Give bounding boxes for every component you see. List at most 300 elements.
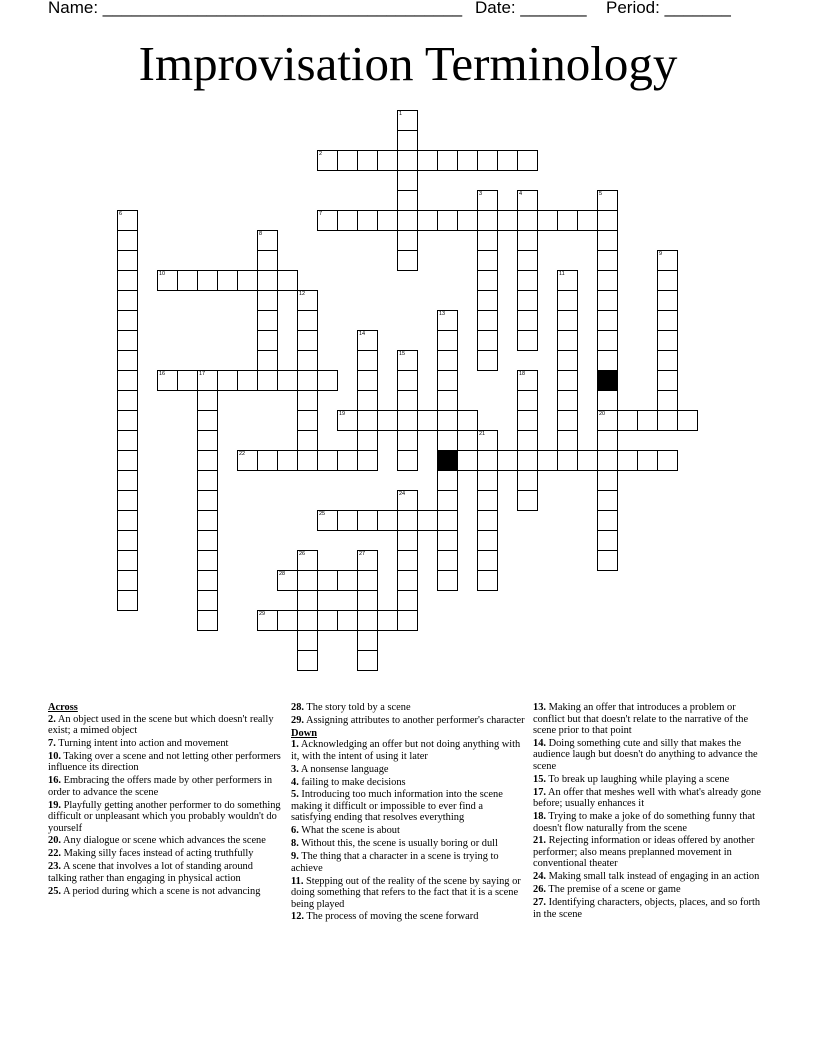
grid-cell[interactable] xyxy=(297,610,318,631)
clue-number: 5 xyxy=(599,191,603,197)
grid-cell[interactable] xyxy=(377,150,398,171)
grid-cell[interactable] xyxy=(357,350,378,371)
grid-cell[interactable] xyxy=(397,150,418,171)
grid-cell[interactable] xyxy=(397,370,418,391)
grid-cell[interactable] xyxy=(117,530,138,551)
grid-cell[interactable] xyxy=(477,270,498,291)
grid-cell[interactable] xyxy=(197,370,218,391)
grid-cell[interactable] xyxy=(357,390,378,411)
grid-cell[interactable] xyxy=(517,210,538,231)
grid-cell[interactable] xyxy=(477,190,498,211)
grid-cell[interactable] xyxy=(437,410,458,431)
grid-cell[interactable] xyxy=(357,410,378,431)
clue-number-label: 22. xyxy=(48,848,61,860)
grid-cell[interactable] xyxy=(377,610,398,631)
clue-number: 13 xyxy=(439,311,446,317)
grid-cell[interactable] xyxy=(477,470,498,491)
clue-number-label: 16. xyxy=(48,775,61,787)
grid-cell[interactable] xyxy=(337,210,358,231)
grid-cell[interactable] xyxy=(477,450,498,471)
grid-cell[interactable] xyxy=(517,470,538,491)
clue-item xyxy=(48,835,282,847)
grid-cell[interactable] xyxy=(557,430,578,451)
grid-cell[interactable] xyxy=(437,550,458,571)
grid-cell[interactable] xyxy=(337,450,358,471)
grid-cell[interactable] xyxy=(297,650,318,671)
grid-cell[interactable] xyxy=(297,390,318,411)
grid-cell[interactable] xyxy=(657,450,678,471)
grid-cell[interactable] xyxy=(557,210,578,231)
grid-cell[interactable] xyxy=(457,450,478,471)
date-field[interactable]: Date: _______ xyxy=(475,0,587,17)
grid-cell[interactable] xyxy=(617,410,638,431)
grid-cell[interactable] xyxy=(357,150,378,171)
grid-cell[interactable] xyxy=(597,310,618,331)
clue-number: 14 xyxy=(359,331,366,337)
grid-cell[interactable] xyxy=(317,210,338,231)
grid-cell[interactable] xyxy=(457,150,478,171)
clue-item xyxy=(48,738,282,750)
grid-cell[interactable] xyxy=(397,530,418,551)
grid-cell[interactable] xyxy=(537,450,558,471)
grid-cell[interactable] xyxy=(397,190,418,211)
grid-cell[interactable] xyxy=(397,510,418,531)
clue-item xyxy=(48,861,282,884)
grid-cell[interactable] xyxy=(597,270,618,291)
clue-number-label: 27. xyxy=(533,897,546,909)
grid-cell[interactable] xyxy=(197,450,218,471)
grid-cell[interactable] xyxy=(657,290,678,311)
grid-cell[interactable] xyxy=(257,290,278,311)
grid-cell[interactable] xyxy=(397,410,418,431)
grid-cell[interactable] xyxy=(357,550,378,571)
grid-cell[interactable] xyxy=(117,570,138,591)
grid-cell[interactable] xyxy=(257,330,278,351)
grid-cell[interactable] xyxy=(337,410,358,431)
clue-text: Without this, the scene is usually boring or dull xyxy=(301,838,498,850)
grid-cell[interactable] xyxy=(117,370,138,391)
grid-cell[interactable] xyxy=(237,270,258,291)
grid-cell[interactable] xyxy=(397,550,418,571)
grid-cell[interactable] xyxy=(437,530,458,551)
grid-cell[interactable] xyxy=(597,510,618,531)
grid-cell[interactable] xyxy=(117,410,138,431)
clue-item xyxy=(48,775,282,798)
period-field[interactable]: Period: _______ xyxy=(606,0,731,17)
grid-cell[interactable] xyxy=(157,270,178,291)
grid-cell[interactable] xyxy=(117,450,138,471)
grid-cell[interactable] xyxy=(357,210,378,231)
grid-cell[interactable] xyxy=(517,290,538,311)
clue-number: 11 xyxy=(559,271,565,277)
grid-cell[interactable] xyxy=(517,230,538,251)
grid-cell[interactable] xyxy=(517,310,538,331)
grid-cell[interactable] xyxy=(297,550,318,571)
grid-cell[interactable] xyxy=(597,230,618,251)
clue-text: Making an offer that introduces a problem or conflict but that doesn't relate to the narrative of the scene prior to that point xyxy=(533,702,749,736)
grid-cell[interactable] xyxy=(597,550,618,571)
grid-cell[interactable] xyxy=(117,490,138,511)
grid-cell[interactable] xyxy=(557,270,578,291)
grid-cell[interactable] xyxy=(497,450,518,471)
grid-cell[interactable] xyxy=(317,150,338,171)
grid-cell[interactable] xyxy=(117,290,138,311)
grid-cell[interactable] xyxy=(117,550,138,571)
grid-cell[interactable] xyxy=(357,610,378,631)
clue-item xyxy=(291,838,525,850)
grid-cell[interactable] xyxy=(417,150,438,171)
clue-number: 16 xyxy=(159,371,166,377)
grid-cell[interactable] xyxy=(277,610,298,631)
clues-column-2 xyxy=(291,702,525,924)
grid-cell[interactable] xyxy=(117,350,138,371)
grid-cell[interactable] xyxy=(517,190,538,211)
clue-number-label: 5. xyxy=(291,789,299,801)
clue-item xyxy=(291,851,525,874)
grid-cell[interactable] xyxy=(297,310,318,331)
grid-cell[interactable] xyxy=(117,470,138,491)
clue-number-label: 21. xyxy=(533,835,546,847)
grid-cell[interactable] xyxy=(597,210,618,231)
clue-number: 8 xyxy=(259,231,263,237)
clue-number: 4 xyxy=(519,191,523,197)
grid-cell[interactable] xyxy=(657,390,678,411)
grid-cell[interactable] xyxy=(657,330,678,351)
grid-cell[interactable] xyxy=(377,410,398,431)
grid-cell[interactable] xyxy=(357,510,378,531)
grid-cell[interactable] xyxy=(477,510,498,531)
grid-cell[interactable] xyxy=(657,250,678,271)
grid-cell[interactable] xyxy=(317,370,338,391)
grid-cell[interactable] xyxy=(317,610,338,631)
grid-cell[interactable] xyxy=(437,150,458,171)
grid-cell[interactable] xyxy=(337,570,358,591)
grid-cell[interactable] xyxy=(357,450,378,471)
grid-cell[interactable] xyxy=(597,290,618,311)
grid-cell[interactable] xyxy=(557,330,578,351)
grid-cell[interactable] xyxy=(517,390,538,411)
clue-number-label: 28. xyxy=(291,702,304,713)
grid-cell[interactable] xyxy=(397,610,418,631)
clue-number: 27 xyxy=(359,551,366,557)
grid-cell[interactable] xyxy=(357,570,378,591)
clue-item xyxy=(48,751,282,774)
grid-cell[interactable] xyxy=(597,530,618,551)
name-field[interactable]: Name: ______________________________________ xyxy=(48,0,463,17)
grid-cell[interactable] xyxy=(197,570,218,591)
grid-cell[interactable] xyxy=(277,270,298,291)
grid-cell[interactable] xyxy=(477,550,498,571)
clue-text: Acknowledging an offer but not doing anything with it, with the intent of using it later xyxy=(291,739,521,762)
clue-text: Introducing too much information into the scene making it difficult or impossible to ever find a satisfying ending that resolves everything xyxy=(291,789,503,824)
grid-cell[interactable] xyxy=(217,370,238,391)
grid-cell[interactable] xyxy=(337,610,358,631)
grid-cell[interactable] xyxy=(597,470,618,491)
clue-number-label: 14. xyxy=(533,737,546,749)
clue-text: Turning intent into action and movement xyxy=(58,737,229,749)
grid-cell[interactable] xyxy=(517,370,538,391)
clue-item xyxy=(291,715,525,727)
grid-cell[interactable] xyxy=(637,410,658,431)
grid-cell[interactable] xyxy=(297,590,318,611)
grid-cell[interactable] xyxy=(557,310,578,331)
grid-cell[interactable] xyxy=(557,350,578,371)
grid-cell[interactable] xyxy=(497,150,518,171)
grid-cell[interactable] xyxy=(257,450,278,471)
grid-cell[interactable] xyxy=(517,430,538,451)
grid-cell[interactable] xyxy=(517,270,538,291)
grid-cell[interactable] xyxy=(437,370,458,391)
grid-cell[interactable] xyxy=(417,210,438,231)
clue-text: Making silly faces instead of acting truthfully xyxy=(63,848,254,860)
clue-text: Taking over a scene and not letting other performers influence its direction xyxy=(48,750,281,774)
grid-cell[interactable] xyxy=(397,130,418,151)
clue-text: A nonsense language xyxy=(300,763,389,775)
grid-cell[interactable] xyxy=(317,570,338,591)
grid-cell[interactable] xyxy=(657,310,678,331)
clue-number-label: 9. xyxy=(291,851,299,863)
grid-cell[interactable] xyxy=(197,430,218,451)
grid-cell[interactable] xyxy=(117,590,138,611)
grid-cell[interactable] xyxy=(237,450,258,471)
grid-cell[interactable] xyxy=(677,410,698,431)
grid-cell[interactable] xyxy=(357,650,378,671)
grid-cell[interactable] xyxy=(557,450,578,471)
grid-cell[interactable] xyxy=(297,350,318,371)
grid-cell[interactable] xyxy=(357,330,378,351)
grid-cell[interactable] xyxy=(157,370,178,391)
grid-cell[interactable] xyxy=(537,210,558,231)
grid-cell[interactable] xyxy=(337,150,358,171)
grid-cell[interactable] xyxy=(357,590,378,611)
clue-item xyxy=(291,739,525,762)
grid-cell[interactable] xyxy=(597,430,618,451)
grid-cell[interactable] xyxy=(657,370,678,391)
grid-cell[interactable] xyxy=(257,610,278,631)
grid-cell[interactable] xyxy=(517,250,538,271)
black-cell xyxy=(597,370,618,391)
grid-cell[interactable] xyxy=(297,630,318,651)
grid-cell[interactable] xyxy=(657,270,678,291)
grid-cell[interactable] xyxy=(437,570,458,591)
across-clue-list-continued xyxy=(291,702,525,726)
grid-cell[interactable] xyxy=(437,390,458,411)
grid-cell[interactable] xyxy=(117,270,138,291)
grid-cell[interactable] xyxy=(277,570,298,591)
grid-cell[interactable] xyxy=(477,430,498,451)
grid-cell[interactable] xyxy=(117,510,138,531)
grid-cell[interactable] xyxy=(477,210,498,231)
grid-cell[interactable] xyxy=(177,370,198,391)
grid-cell[interactable] xyxy=(417,410,438,431)
grid-cell[interactable] xyxy=(437,330,458,351)
down-clue-list xyxy=(291,739,525,923)
grid-cell[interactable] xyxy=(477,230,498,251)
grid-cell[interactable] xyxy=(437,510,458,531)
grid-cell[interactable] xyxy=(357,630,378,651)
grid-cell[interactable] xyxy=(117,430,138,451)
grid-cell[interactable] xyxy=(637,450,658,471)
grid-cell[interactable] xyxy=(117,390,138,411)
grid-cell[interactable] xyxy=(257,310,278,331)
grid-cell[interactable] xyxy=(197,470,218,491)
grid-cell[interactable] xyxy=(357,430,378,451)
grid-cell[interactable] xyxy=(197,590,218,611)
grid-cell[interactable] xyxy=(197,530,218,551)
clue-item xyxy=(533,871,767,883)
grid-cell[interactable] xyxy=(117,310,138,331)
grid-cell[interactable] xyxy=(397,350,418,371)
grid-cell[interactable] xyxy=(277,370,298,391)
grid-cell[interactable] xyxy=(597,350,618,371)
grid-cell[interactable] xyxy=(297,410,318,431)
grid-cell[interactable] xyxy=(117,330,138,351)
grid-cell[interactable] xyxy=(557,390,578,411)
grid-cell[interactable] xyxy=(277,450,298,471)
grid-cell[interactable] xyxy=(577,450,598,471)
grid-cell[interactable] xyxy=(557,410,578,431)
clue-item xyxy=(533,811,767,834)
grid-cell[interactable] xyxy=(477,490,498,511)
grid-cell[interactable] xyxy=(377,210,398,231)
grid-cell[interactable] xyxy=(477,350,498,371)
grid-cell[interactable] xyxy=(197,390,218,411)
grid-cell[interactable] xyxy=(517,150,538,171)
grid-cell[interactable] xyxy=(357,370,378,391)
grid-cell[interactable] xyxy=(517,450,538,471)
grid-cell[interactable] xyxy=(557,370,578,391)
grid-cell[interactable] xyxy=(257,270,278,291)
clue-number: 22 xyxy=(239,451,246,457)
grid-cell[interactable] xyxy=(257,350,278,371)
grid-cell[interactable] xyxy=(257,370,278,391)
grid-cell[interactable] xyxy=(317,510,338,531)
grid-cell[interactable] xyxy=(197,610,218,631)
grid-cell[interactable] xyxy=(377,510,398,531)
clue-number: 9 xyxy=(659,251,663,257)
grid-cell[interactable] xyxy=(477,250,498,271)
grid-cell[interactable] xyxy=(577,210,598,231)
grid-cell[interactable] xyxy=(597,450,618,471)
grid-cell[interactable] xyxy=(317,450,338,471)
grid-cell[interactable] xyxy=(657,350,678,371)
grid-cell[interactable] xyxy=(437,490,458,511)
clue-text: To break up laughing while playing a scene xyxy=(548,773,730,785)
grid-cell[interactable] xyxy=(437,350,458,371)
grid-cell[interactable] xyxy=(337,510,358,531)
grid-cell[interactable] xyxy=(437,310,458,331)
grid-cell[interactable] xyxy=(397,230,418,251)
grid-cell[interactable] xyxy=(397,590,418,611)
grid-cell[interactable] xyxy=(517,330,538,351)
grid-cell[interactable] xyxy=(497,210,518,231)
clue-number-label: 25. xyxy=(48,885,61,897)
grid-cell[interactable] xyxy=(197,510,218,531)
clue-number: 2 xyxy=(319,151,323,157)
clue-number-label: 11. xyxy=(291,875,304,887)
grid-cell[interactable] xyxy=(117,210,138,231)
grid-cell[interactable] xyxy=(297,370,318,391)
grid-cell[interactable] xyxy=(257,250,278,271)
clue-number-label: 26. xyxy=(533,884,546,896)
grid-cell[interactable] xyxy=(217,270,238,291)
grid-cell[interactable] xyxy=(657,410,678,431)
grid-cell[interactable] xyxy=(457,210,478,231)
clue-item xyxy=(48,886,282,898)
clue-text: The premise of a scene or game xyxy=(548,884,681,896)
grid-cell[interactable] xyxy=(397,490,418,511)
clue-number-label: 7. xyxy=(48,737,56,749)
grid-cell[interactable] xyxy=(197,550,218,571)
grid-cell[interactable] xyxy=(557,290,578,311)
grid-cell[interactable] xyxy=(517,490,538,511)
grid-cell[interactable] xyxy=(297,450,318,471)
grid-cell[interactable] xyxy=(597,410,618,431)
grid-cell[interactable] xyxy=(197,270,218,291)
grid-cell[interactable] xyxy=(297,290,318,311)
grid-cell[interactable] xyxy=(517,410,538,431)
grid-cell[interactable] xyxy=(597,390,618,411)
grid-cell[interactable] xyxy=(397,250,418,271)
clue-text: failing to make decisions xyxy=(301,776,406,788)
grid-cell[interactable] xyxy=(197,410,218,431)
grid-cell[interactable] xyxy=(417,510,438,531)
grid-cell[interactable] xyxy=(597,250,618,271)
black-cell xyxy=(437,450,458,471)
grid-cell[interactable] xyxy=(197,490,218,511)
grid-cell[interactable] xyxy=(477,290,498,311)
grid-cell[interactable] xyxy=(237,370,258,391)
clue-item xyxy=(48,800,282,835)
grid-cell[interactable] xyxy=(117,250,138,271)
clue-text: A scene that involves a lot of standing around talking rather than engaging in physical action xyxy=(48,861,253,884)
grid-cell[interactable] xyxy=(437,210,458,231)
grid-cell[interactable] xyxy=(457,410,478,431)
grid-cell[interactable] xyxy=(297,570,318,591)
grid-cell[interactable] xyxy=(597,330,618,351)
clue-text: Trying to make a joke of do something funny that doesn't flow naturally from the scene xyxy=(533,811,755,834)
clue-text: Any dialogue or scene which advances the scene xyxy=(63,835,266,847)
grid-cell[interactable] xyxy=(477,570,498,591)
grid-cell[interactable] xyxy=(477,310,498,331)
grid-cell[interactable] xyxy=(397,170,418,191)
grid-cell[interactable] xyxy=(437,470,458,491)
grid-cell[interactable] xyxy=(257,230,278,251)
grid-cell[interactable] xyxy=(397,210,418,231)
grid-cell[interactable] xyxy=(397,430,418,451)
grid-cell[interactable] xyxy=(477,150,498,171)
clue-number: 25 xyxy=(319,511,326,517)
grid-cell[interactable] xyxy=(297,430,318,451)
grid-cell[interactable] xyxy=(397,110,418,131)
grid-cell[interactable] xyxy=(597,490,618,511)
grid-cell[interactable] xyxy=(297,330,318,351)
grid-cell[interactable] xyxy=(117,230,138,251)
grid-cell[interactable] xyxy=(597,190,618,211)
clue-text: Identifying characters, objects, places, and so forth in the scene xyxy=(533,897,761,920)
grid-cell[interactable] xyxy=(437,430,458,451)
grid-cell[interactable] xyxy=(397,390,418,411)
grid-cell[interactable] xyxy=(477,330,498,351)
clue-number: 3 xyxy=(479,191,483,197)
grid-cell[interactable] xyxy=(617,450,638,471)
grid-cell[interactable] xyxy=(477,530,498,551)
grid-cell[interactable] xyxy=(397,450,418,471)
clue-text: Embracing the offers made by other performers in order to advance the scene xyxy=(48,775,273,798)
grid-cell[interactable] xyxy=(177,270,198,291)
clue-number-label: 4. xyxy=(291,776,299,788)
grid-cell[interactable] xyxy=(397,570,418,591)
